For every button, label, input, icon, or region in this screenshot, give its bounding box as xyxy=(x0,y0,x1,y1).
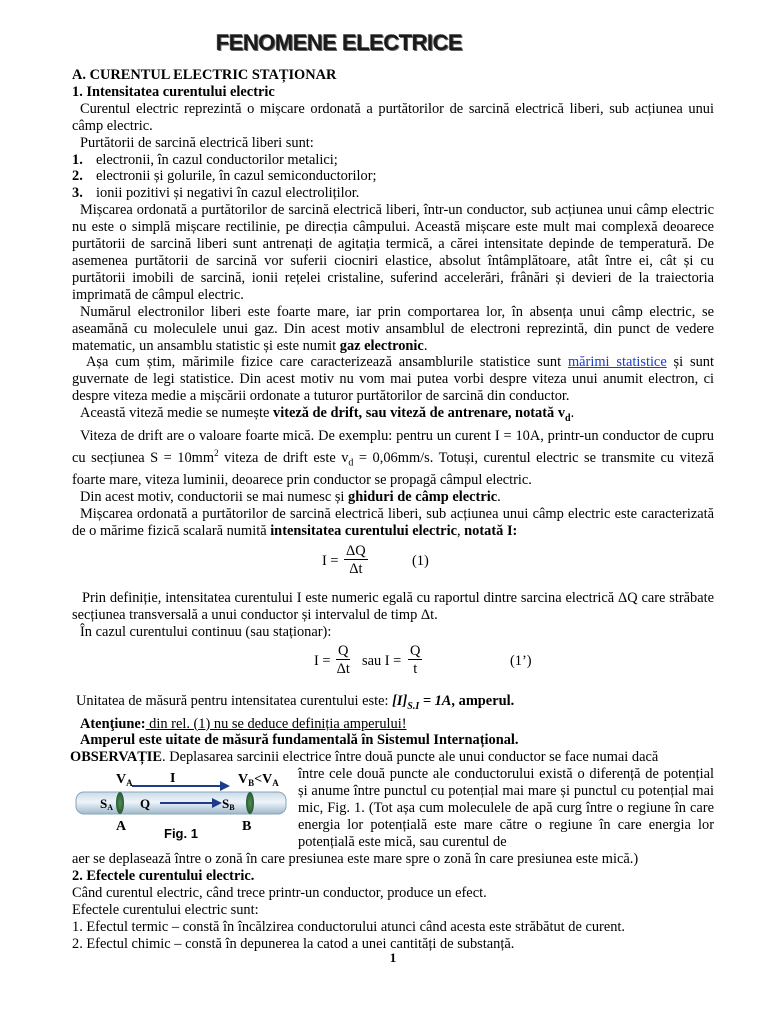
paragraph: Când curentul electric, când trece printr-un conductor, produce un efect. xyxy=(72,885,487,902)
paragraph: Așa cum știm, mărimile fizice care caracterizează ansamblurile statistice sunt mărimi statistice și sunt guvernate de legi statistice. Din acest motiv nu vom mai putea vorbi despre viteza unui anumit electron, ci despre viteza medie a mișcării ordonate a tuturor purtătorilor de sarcină din conductor. xyxy=(72,354,714,405)
label-b: B xyxy=(242,819,252,835)
formula-1: I = $\frac{\Delta Q}{\Delta t}$ (1) xyxy=(322,543,429,578)
paragraph: Din acest motiv, conductorii se mai numesc și ghiduri de câmp electric. xyxy=(80,489,501,506)
label-q: Q xyxy=(140,796,151,812)
label-a: A xyxy=(116,819,127,835)
formula-1-prime: I = $\frac{Q}{\Delta t}$ sau I = $\frac{Q}{t}$ (1’) xyxy=(314,642,532,677)
paragraph: Amperul este uitate de măsură fundamentală în Sistemul Internațional. xyxy=(80,732,519,749)
paragraph: aer se deplasează între o zonă în care presiunea este mare spre o zonă în care presiunea este mică.) xyxy=(72,851,639,868)
paragraph: Mișcarea ordonată a purtătorilor de sarcină electrică liberi, sub acțiunea unui câmp electric este caracterizată de o mărime fizică scalară numită intensitatea curentului electric, notată I: xyxy=(72,506,714,540)
subsection-heading: 2. Efectele curentului electric. xyxy=(72,868,255,885)
label-i: I xyxy=(170,771,176,787)
paragraph: Numărul electronilor liberi este foarte mare, iar prin comportarea lor, în absența unui câmp electric, se aseamănă cu moleculele unui gaz. Din acest motiv ansamblul de electroni reprezintă, din punct de vedere matematic, un ansamblu statistic și este numit gaz electronic. xyxy=(72,303,714,354)
section-a-disc xyxy=(116,792,124,814)
current-arrow-head xyxy=(220,781,230,791)
paragraph: Curentul electric reprezintă o mișcare ordonată a purtătorilor de sarcină electrică liberi, sub acțiunea unui câmp electric. xyxy=(72,100,714,134)
paragraph: În cazul curentului continuu (sau staționar): xyxy=(80,623,332,640)
paragraph: 2. Efectul chimic – constă în depunerea la catod a unei cantități de substanță. xyxy=(72,935,515,952)
paragraph: 1. Efectul termic – constă în încălzirea conductorului atunci când acesta este străbătut de curent. xyxy=(72,918,625,935)
paragraph: Viteza de drift are o valoare foarte mică. De exemplu: pentru un curent I = 10A, printr-un conductor de cupru cu secțiunea $S = 10mm^2$ viteza de drift este $v_d = 0,06mm/s$. Totuși, curentul electric se transmite cu viteză foarte mare, viteza luminii, deoarece prin conductor se propagă câmpul electric. xyxy=(72,427,714,489)
paragraph: Mișcarea ordonată a purtătorilor de sarcină electrică liberi, într-un conductor, sub acțiunea unui câmp electric nu este o simplă mișcare rectilinie, pe direcția câmpului. Această mișcare este mult mai complexă deoarece purtătorii de sarcină liberi sunt antrenați de agitația termică, a cărei intensitate depinde de temperatură. De asemenea purtătorii de sarcină vor suferii ciocniri elastice, absolut întâmplătoare, atât între ei, cât și cu purtătorii imobili de sarcină, ionii rețelei cristaline, suferind accelerări, frânări și devieri de la traiectoria imprimată de câmpul electric. xyxy=(72,202,714,303)
paragraph: Această viteză medie se numește viteză de drift, sau viteză de antrenare, notată $v_d$. xyxy=(80,405,575,424)
paragraph: Unitatea de măsură pentru intensitatea curentului este: $[I]_{S.I} = 1A$, amperul. xyxy=(76,692,515,712)
label-vb: $V_B<V_A$ xyxy=(238,772,279,789)
document-body xyxy=(72,67,714,953)
paragraph: Efectele curentului electric sunt: xyxy=(72,901,259,918)
paragraph: Prin definiție, intensitatea curentului I este numeric egală cu raportul dintre sarcina electrică ΔQ care străbate secțiunea transversală a unui conductor și intervalul de timp Δt. xyxy=(72,590,714,623)
label-sb: SB xyxy=(222,796,235,813)
list-item: 2. electronii și golurile, în cazul semiconductorilor; xyxy=(72,168,377,185)
label-va: $V_A$ xyxy=(116,772,133,789)
subsection-heading: 1. Intensitatea curentului electric xyxy=(72,83,275,100)
figure-caption: Fig. 1 xyxy=(164,826,198,842)
label-sa: SA xyxy=(100,796,114,813)
figure-1 xyxy=(72,766,294,851)
paragraph: între cele două puncte ale conductorului există o diferență de potențial și anume între punctul cu potențial mai mare și punctul cu potențial mai mic, Fig. 1. (Tot așa cum moleculele de apă curg între o regiune în care energia lor potențială este mare către o regiune în care energia lor potențială este mică, sau curentul de xyxy=(298,766,714,851)
figure-row xyxy=(72,766,714,851)
paragraph: Purtătorii de sarcină electrică liberi sunt: xyxy=(80,134,314,151)
section-b-disc xyxy=(246,792,254,814)
paragraph: OBSERVAȚIE. Deplasarea sarcinii electrice între două puncte ale unui conductor se face numai dacă xyxy=(70,749,659,766)
statistics-link[interactable]: mărimi statistice xyxy=(567,354,667,371)
list-item: 1. electronii, în cazul conductorilor metalici; xyxy=(72,151,338,168)
section-heading: A. CURENTUL ELECTRIC STAȚIONAR xyxy=(72,67,337,83)
page-number: 1 xyxy=(389,950,397,965)
list-item: 3. ionii pozitivi și negativi în cazul electroliților. xyxy=(72,185,360,202)
page-title: FENOMENE ELECTRICE xyxy=(215,30,463,55)
paragraph: Atenţiune: din rel. (1) nu se deduce definiția amperului! xyxy=(80,715,407,732)
